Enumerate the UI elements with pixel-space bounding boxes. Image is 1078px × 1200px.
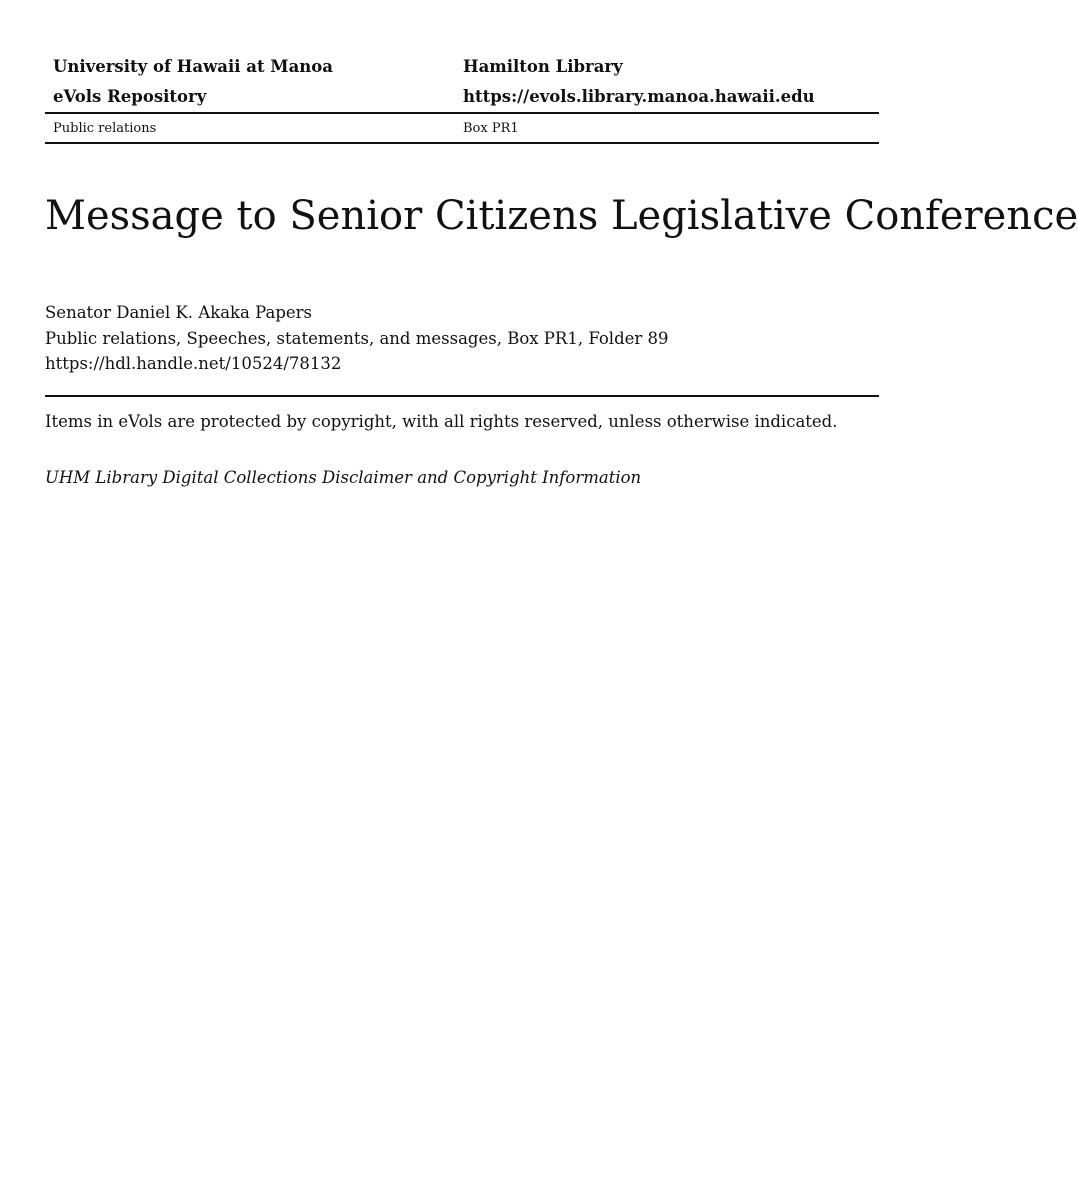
series-label: Public relations xyxy=(53,120,157,136)
collection-name: Senator Daniel K. Akaka Papers xyxy=(45,303,313,322)
repository-name: eVols Repository xyxy=(53,87,207,106)
document-title: Message to Senior Citizens Legislative Conference xyxy=(45,193,1078,239)
header-row-series xyxy=(45,114,879,142)
copyright-notice: Items in eVols are protected by copyright, with all rights reserved, unless otherwise indicated. xyxy=(45,412,838,431)
header-divider-bottom xyxy=(45,142,879,144)
document-metadata xyxy=(45,300,669,377)
handle-link[interactable]: https://hdl.handle.net/10524/78132 xyxy=(45,354,342,373)
disclaimer-link[interactable]: UHM Library Digital Collections Disclaimer and Copyright Information xyxy=(45,468,642,487)
header-row-institution xyxy=(45,52,879,82)
content-divider xyxy=(45,395,879,397)
document-header xyxy=(45,52,879,144)
institution-name: University of Hawaii at Manoa xyxy=(53,57,333,76)
library-name: Hamilton Library xyxy=(463,57,623,76)
box-label: Box PR1 xyxy=(463,120,519,136)
header-row-repository xyxy=(45,82,879,112)
repository-url[interactable]: https://evols.library.manoa.hawaii.edu xyxy=(463,87,815,106)
folder-location: Public relations, Speeches, statements, and messages, Box PR1, Folder 89 xyxy=(45,328,669,348)
